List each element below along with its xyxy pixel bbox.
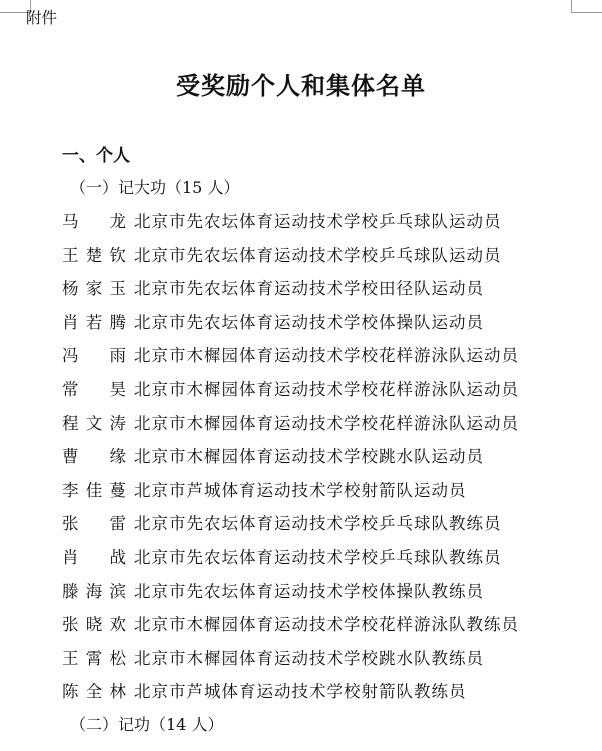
person-name-char: 佳 xyxy=(85,480,103,500)
person-name-char: 若 xyxy=(85,312,103,332)
person-name-char: 蔓 xyxy=(109,480,126,500)
person-name-char: 张 xyxy=(62,615,79,635)
person-name-char: 滕 xyxy=(62,581,79,601)
person-name xyxy=(62,512,126,536)
person-name-char: 李 xyxy=(62,480,79,500)
person-name-char: 缘 xyxy=(109,447,126,467)
person-name-char: 肖 xyxy=(62,312,79,332)
list-item xyxy=(62,244,592,278)
person-unit: 北京市芦城体育运动技术学校射箭队运动员 xyxy=(134,480,467,500)
page-corner-mark-right xyxy=(571,0,602,13)
person-unit: 北京市先农坛体育运动技术学校乒乓球队教练员 xyxy=(134,514,502,534)
person-name-char: 冯 xyxy=(62,346,79,366)
list-item xyxy=(62,311,592,345)
person-name xyxy=(62,680,126,704)
award-list xyxy=(62,210,592,714)
person-unit: 北京市先农坛体育运动技术学校田径队运动员 xyxy=(134,279,484,299)
person-unit: 北京市先农坛体育运动技术学校乒乓球队运动员 xyxy=(134,212,502,231)
list-item xyxy=(62,445,592,479)
person-name xyxy=(62,647,126,671)
person-name-char: 张 xyxy=(62,514,79,534)
person-unit: 北京市先农坛体育运动技术学校乒乓球队教练员 xyxy=(134,547,502,567)
person-unit: 北京市木樨园体育运动技术学校跳水队运动员 xyxy=(134,447,484,467)
person-name-char: 全 xyxy=(85,682,103,702)
person-name xyxy=(62,412,126,436)
section-heading-individuals: 一、个人 xyxy=(62,146,130,166)
person-name xyxy=(62,613,126,637)
person-name-char: 钦 xyxy=(109,245,126,265)
person-name-char: 马 xyxy=(62,212,79,231)
person-name xyxy=(62,311,126,335)
person-name xyxy=(62,210,126,234)
group-heading-major-merit: （一）记大功（15 人） xyxy=(70,178,240,197)
person-name-char: 战 xyxy=(109,547,126,567)
person-name-char: 松 xyxy=(109,648,126,668)
list-item xyxy=(62,680,592,714)
person-name-char: 杨 xyxy=(62,279,79,299)
list-item xyxy=(62,479,592,513)
person-name-char: 海 xyxy=(85,581,103,601)
person-name-char: 霄 xyxy=(85,648,103,668)
person-name-char: 程 xyxy=(62,413,79,433)
person-name xyxy=(62,344,126,368)
person-name-char: 常 xyxy=(62,379,79,399)
person-unit: 北京市先农坛体育运动技术学校体操队教练员 xyxy=(134,581,484,601)
person-name-char: 林 xyxy=(109,682,126,702)
person-name xyxy=(62,546,126,570)
person-name-char: 雨 xyxy=(109,346,126,366)
person-unit: 北京市木樨园体育运动技术学校花样游泳队运动员 xyxy=(134,346,519,366)
list-item xyxy=(62,512,592,546)
person-unit: 北京市芦城体育运动技术学校射箭队教练员 xyxy=(134,682,467,702)
list-item xyxy=(62,210,592,244)
person-name-char: 晓 xyxy=(85,615,103,635)
person-name-char: 腾 xyxy=(109,312,126,332)
person-name-char: 雷 xyxy=(109,514,126,534)
person-name-char: 文 xyxy=(85,413,103,433)
person-name xyxy=(62,277,126,301)
person-unit: 北京市木樨园体育运动技术学校花样游泳队运动员 xyxy=(134,413,519,433)
group-heading-merit: （二）记功（14 人） xyxy=(70,715,224,734)
person-name-char: 欢 xyxy=(109,615,126,635)
list-item xyxy=(62,613,592,647)
person-name xyxy=(62,445,126,469)
person-name-char: 陈 xyxy=(62,682,79,702)
person-name-char: 家 xyxy=(85,279,103,299)
person-name xyxy=(62,378,126,402)
person-name-char: 肖 xyxy=(62,547,79,567)
person-unit: 北京市木樨园体育运动技术学校花样游泳队运动员 xyxy=(134,379,519,399)
list-item xyxy=(62,344,592,378)
list-item xyxy=(62,378,592,412)
person-unit: 北京市先农坛体育运动技术学校体操队运动员 xyxy=(134,312,484,332)
person-unit: 北京市木樨园体育运动技术学校跳水队教练员 xyxy=(134,648,484,668)
person-name-char: 玉 xyxy=(109,279,126,299)
list-item xyxy=(62,647,592,681)
person-name xyxy=(62,580,126,604)
person-name-char: 曹 xyxy=(62,447,79,467)
person-name-char: 王 xyxy=(62,245,79,265)
list-item xyxy=(62,277,592,311)
person-name-char: 滨 xyxy=(109,581,126,601)
person-name-char: 王 xyxy=(62,648,79,668)
list-item xyxy=(62,580,592,614)
person-unit: 北京市木樨园体育运动技术学校花样游泳队教练员 xyxy=(134,615,519,635)
list-item xyxy=(62,412,592,446)
attachment-label: 附件 xyxy=(26,9,58,27)
person-unit: 北京市先农坛体育运动技术学校乒乓球队运动员 xyxy=(134,245,502,265)
person-name-char: 龙 xyxy=(109,212,126,231)
person-name xyxy=(62,244,126,268)
person-name-char: 昊 xyxy=(109,379,126,399)
person-name xyxy=(62,479,126,503)
list-item xyxy=(62,546,592,580)
person-name-char: 涛 xyxy=(109,413,126,433)
person-name-char: 楚 xyxy=(85,245,103,265)
document-title: 受奖励个人和集体名单 xyxy=(176,71,426,100)
